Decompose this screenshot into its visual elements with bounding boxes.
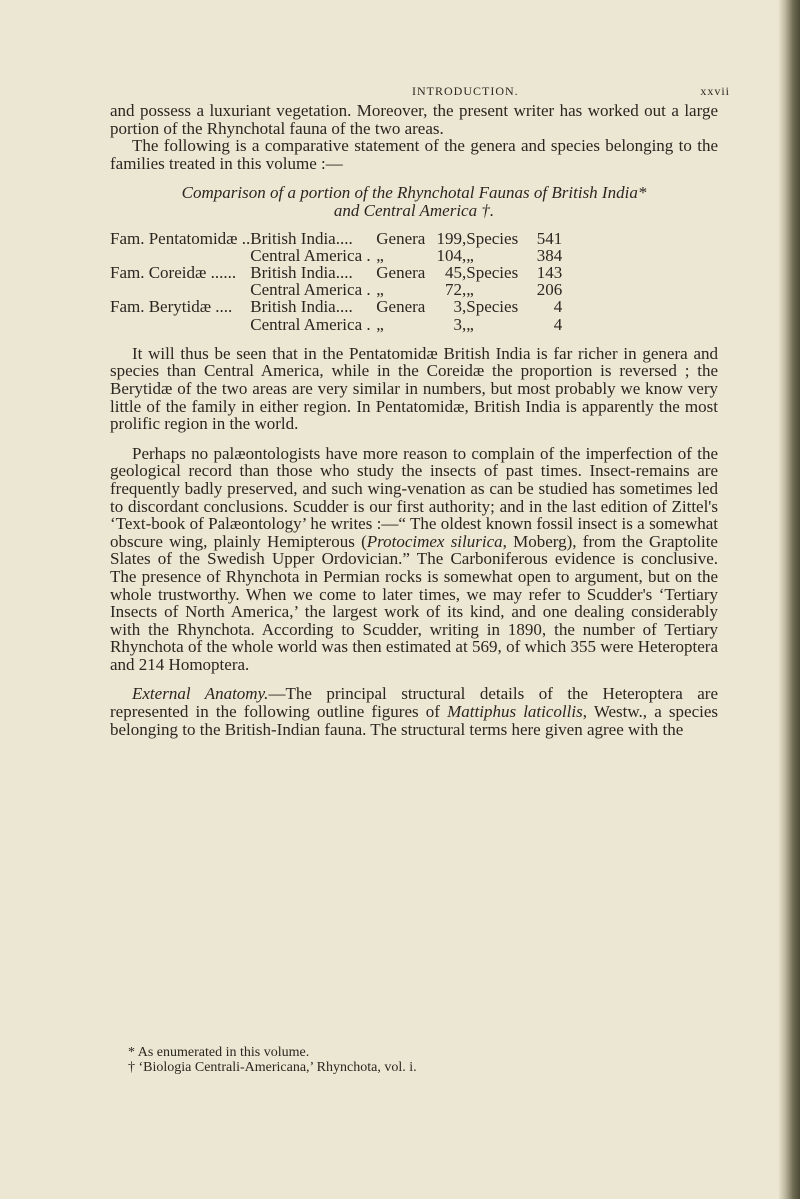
- species-label-cell: „: [466, 245, 474, 265]
- region-cell: British India....: [250, 228, 353, 248]
- running-head: INTRODUCTION.: [412, 84, 519, 98]
- species-count-cell: 384: [536, 245, 563, 265]
- genera-label-cell: Genera: [376, 262, 426, 282]
- section-heading: External Anatomy.: [132, 684, 269, 704]
- region-cell: British India....: [250, 262, 353, 282]
- region-cell: Central America .: [250, 280, 371, 300]
- paragraph: It will thus be seen that in the Pentatomidæ British India is far richer in genera and species than Central America, while in the Coreidæ the proportion is reversed ; the Berytidæ of the two areas are very similar in numbers, but most probably we know very little of the family in either region. In Pentatomidæ, British India is apparently the most prolific region in the world.: [110, 343, 718, 434]
- genera-label-cell: Genera: [376, 228, 426, 248]
- paragraph-text: —The principal structural details of the Heteroptera are represented in the following outline figures of: [110, 684, 718, 722]
- comparison-table: [110, 230, 562, 333]
- paragraph-text: , Westw., a species belonging to the British-Indian fauna. The structural terms here given agree with the: [110, 702, 718, 739]
- family-cell: [110, 316, 250, 333]
- species-count-cell: 4: [553, 297, 563, 317]
- body-text: [110, 102, 718, 738]
- comparison-heading: [110, 184, 718, 219]
- species-name: Protocimex silurica: [366, 531, 503, 551]
- species-label-cell: Species: [466, 228, 519, 248]
- table-row: [110, 316, 562, 333]
- family-cell: Fam. Pentatomidæ ..: [110, 228, 251, 248]
- region-cell: Central America .: [250, 314, 371, 334]
- genera-count-cell: 199,: [436, 228, 467, 248]
- paragraph: [110, 685, 718, 738]
- species-count-cell: 4: [553, 314, 563, 334]
- species-count-cell: 206: [536, 280, 563, 300]
- family-cell: [110, 247, 250, 264]
- footnote: † ‘Biologia Centrali-Americana,’ Rhynchota, vol. i.: [128, 1060, 417, 1075]
- species-count-cell: 541: [536, 228, 563, 248]
- paragraph: The following is a comparative statement of the genera and species belonging to the families treated in this volume :—: [110, 136, 718, 173]
- family-cell: [110, 281, 250, 298]
- species-count-cell: 143: [536, 262, 563, 282]
- genera-count-cell: 104,: [436, 245, 467, 265]
- page-edge-shadow: [778, 0, 800, 1199]
- family-cell: Fam. Berytidæ ....: [110, 297, 233, 317]
- genera-label-cell: „: [376, 280, 384, 300]
- species-label-cell: „: [466, 314, 474, 334]
- region-cell: Central America .: [250, 245, 371, 265]
- genera-label-cell: „: [376, 245, 384, 265]
- table-row: [110, 230, 562, 247]
- table-row: [110, 264, 562, 281]
- species-name: Mattiphus laticollis: [447, 702, 583, 722]
- footnotes: [128, 1045, 708, 1075]
- genera-count-cell: 3,: [453, 297, 467, 317]
- genera-count-cell: 72,: [445, 280, 467, 300]
- paragraph: and possess a luxuriant vegetation. Moreover, the present writer has worked out a large portion of the Rhynchotal fauna of the two areas.: [110, 101, 718, 138]
- footnote: * As enumerated in this volume.: [128, 1045, 310, 1060]
- table-row: [110, 247, 562, 264]
- genera-label-cell: „: [376, 314, 384, 334]
- page-number: xxvii: [700, 84, 730, 98]
- region-cell: British India....: [250, 297, 353, 317]
- species-label-cell: Species: [466, 262, 519, 282]
- genera-count-cell: 3,: [453, 314, 467, 334]
- genera-label-cell: Genera: [376, 297, 426, 317]
- species-label-cell: „: [466, 280, 474, 300]
- table-row: [110, 298, 562, 315]
- comparison-heading-line: and Central America †.: [333, 200, 495, 220]
- family-cell: Fam. Coreidæ ......: [110, 262, 237, 282]
- paragraph-text: Perhaps no palæontologists have more reason to complain of the imperfection of the geological record than those who study the insects of past times. Insect-remains are frequently badly preserved, and such wing-venation as can be studied has sometimes led to discordant conclusions. Scudder is our first authority; and in the last edition of Zittel's ‘Text-book of Palæontology’ he writes :—“ The oldest known fossil insect is a somewhat obscure wing, plainly Hemipterous (: [110, 443, 718, 551]
- paragraph-text: , Moberg), from the Graptolite Slates of the Swedish Upper Ordovician.” The Carboniferous evidence is conclusive. The presence of Rhynchota in Permian rocks is somewhat open to argument, but on the whole trustworthy. When we come to later times, we may refer to Scudder's ‘Tertiary Insects of North America,’ the largest work of its kind, and one dealing considerably with the Rhynchota. According to Scudder, writing in 1890, the number of Tertiary Rhynchota of the whole world was then estimated at 569, of which 355 were Heteroptera and 214 Homoptera.: [110, 531, 718, 674]
- paragraph: [110, 445, 718, 674]
- table-row: [110, 281, 562, 298]
- species-label-cell: Species: [466, 297, 519, 317]
- genera-count-cell: 45,: [445, 262, 467, 282]
- comparison-heading-line: Comparison of a portion of the Rhynchotal Faunas of British India*: [181, 183, 647, 203]
